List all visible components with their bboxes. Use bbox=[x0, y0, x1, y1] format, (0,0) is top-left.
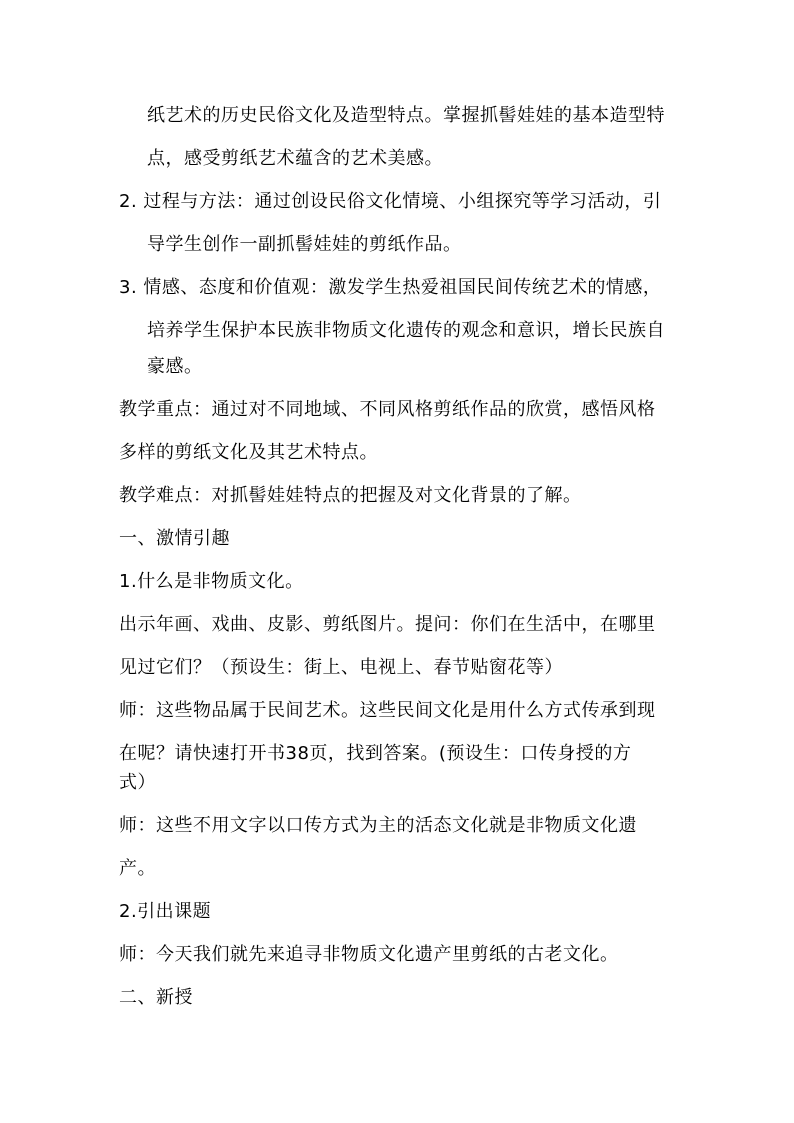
text-line: 培养学生保护本民族非物质文化遗传的观念和意识，增长民族自 bbox=[147, 320, 665, 341]
text-line: 师：这些物品属于民间艺术。这些民间文化是用什么方式传承到现 bbox=[119, 700, 656, 721]
text-line: 师：这些不用文字以口传方式为主的活态文化就是非物质文化遗 bbox=[119, 815, 637, 836]
text-line: 出示年画、戏曲、皮影、剪纸图片。提问：你们在生活中，在哪里 bbox=[119, 614, 656, 635]
subsection-heading: 1.什么是非物质文化。 bbox=[119, 571, 304, 592]
text-line: 在呢？请快速打开书38页，找到答案。(预设生：口传身授的方 bbox=[119, 743, 632, 764]
text-line: 见过它们？（预设生：街上、电视上、春节贴窗花等） bbox=[119, 657, 563, 678]
list-item: 2. 过程与方法：通过创设民俗文化情境、小组探究等学习活动，引 bbox=[119, 191, 662, 212]
text-line: 点，感受剪纸艺术蕴含的艺术美感。 bbox=[147, 148, 443, 169]
text-line: 导学生创作一副抓髻娃娃的剪纸作品。 bbox=[147, 234, 462, 255]
text-line: 式） bbox=[119, 772, 156, 793]
text-line: 产。 bbox=[119, 858, 156, 879]
section-heading: 二、新授 bbox=[119, 987, 193, 1008]
text-line: 师：今天我们就先来追寻非物质文化遗产里剪纸的古老文化。 bbox=[119, 944, 619, 965]
text-line: 豪感。 bbox=[147, 356, 203, 377]
teaching-focus: 教学重点：通过对不同地域、不同风格剪纸作品的欣赏，感悟风格 bbox=[119, 399, 656, 420]
subsection-heading: 2.引出课题 bbox=[119, 901, 212, 922]
teaching-difficulty: 教学难点：对抓髻娃娃特点的把握及对文化背景的了解。 bbox=[119, 485, 582, 506]
list-item: 3. 情感、态度和价值观：激发学生热爱祖国民间传统艺术的情感， bbox=[119, 277, 662, 298]
text-line: 多样的剪纸文化及其艺术特点。 bbox=[119, 442, 378, 463]
section-heading: 一、激情引趣 bbox=[119, 528, 230, 549]
text-line: 纸艺术的历史民俗文化及造型特点。掌握抓髻娃娃的基本造型特 bbox=[147, 105, 665, 126]
